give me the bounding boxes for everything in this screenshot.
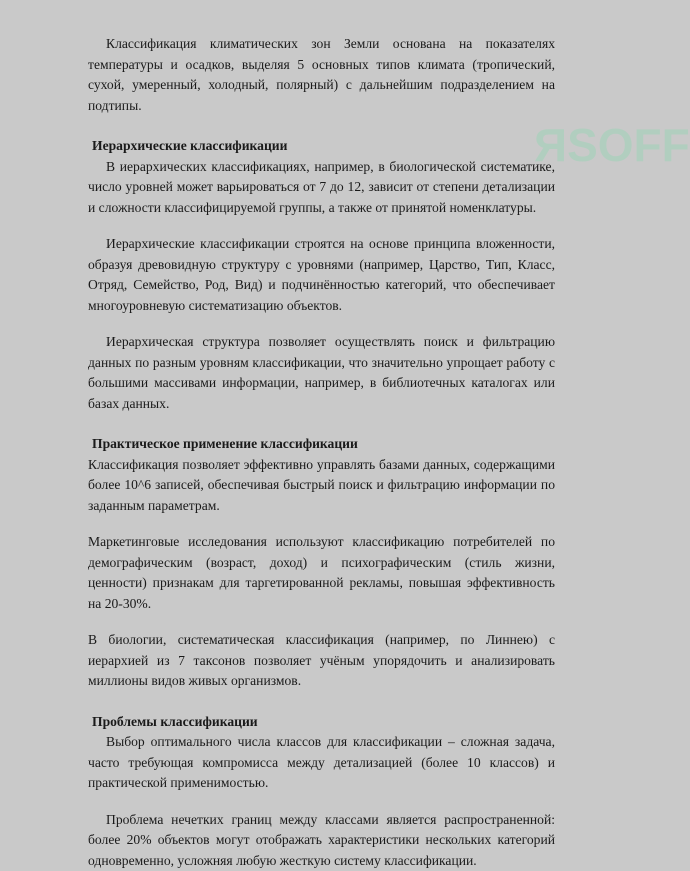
paragraph-hier-3: Иерархическая структура позволяет осуществлять поиск и фильтрацию данных по разным уровням классификации, что значительно упрощает работу с большими массивами информации, например, в библиотечных каталогах или базах данных. [88, 332, 555, 414]
document-body [88, 34, 555, 871]
paragraph-prac-2: Маркетинговые исследования используют классификацию потребителей по демографическим (возраст, доход) и психографическим (стиль жизни, ценности) признакам для таргетированной рекламы, повышая эффективность на 20-30%. [88, 532, 555, 614]
paragraph-hier-2: Иерархические классификации строятся на основе принципа вложенности, образуя древовидную структуру с уровнями (например, Царство, Тип, Класс, Отряд, Семейство, Род, Вид) и подчинённостью категорий, что обеспечивает многоуровневую систематизацию объектов. [88, 234, 555, 316]
heading-hierarchical: Иерархические классификации [88, 136, 555, 157]
paragraph-prac-1: Классификация позволяет эффективно управлять базами данных, содержащими более 10^6 записей, обеспечивая быстрый поиск и фильтрацию информации по заданным параметрам. [88, 455, 555, 517]
paragraph-intro: Классификация климатических зон Земли основана на показателях температуры и осадков, выделяя 5 основных типов климата (тропический, сухой, умеренный, холодный, полярный) с дальнейшим подразделением на подтипы. [88, 34, 555, 116]
heading-practical: Практическое применение классификации [88, 434, 555, 455]
watermark-logo: ЯSOFF [534, 60, 604, 230]
paragraph-hier-1: В иерархических классификациях, например, в биологической систематике, число уровней может варьироваться от 7 до 12, зависит от степени детализации и сложности классифицируемой группы, а также от принятой номенклатуры. [88, 157, 555, 219]
heading-problems: Проблемы классификации [88, 712, 555, 733]
paragraph-prac-3: В биологии, систематическая классификация (например, по Линнею) с иерархией из 7 таксонов позволяет учёным упорядочить и анализировать миллионы видов живых организмов. [88, 630, 555, 692]
paragraph-prob-2: Проблема нечетких границ между классами является распространенной: более 20% объектов могут отображать характеристики нескольких категорий одновременно, усложняя любую жесткую систему классификации. [88, 810, 555, 871]
paragraph-prob-1: Выбор оптимального числа классов для классификации – сложная задача, часто требующая компромисса между детализацией (более 10 классов) и практической применимостью. [88, 732, 555, 794]
